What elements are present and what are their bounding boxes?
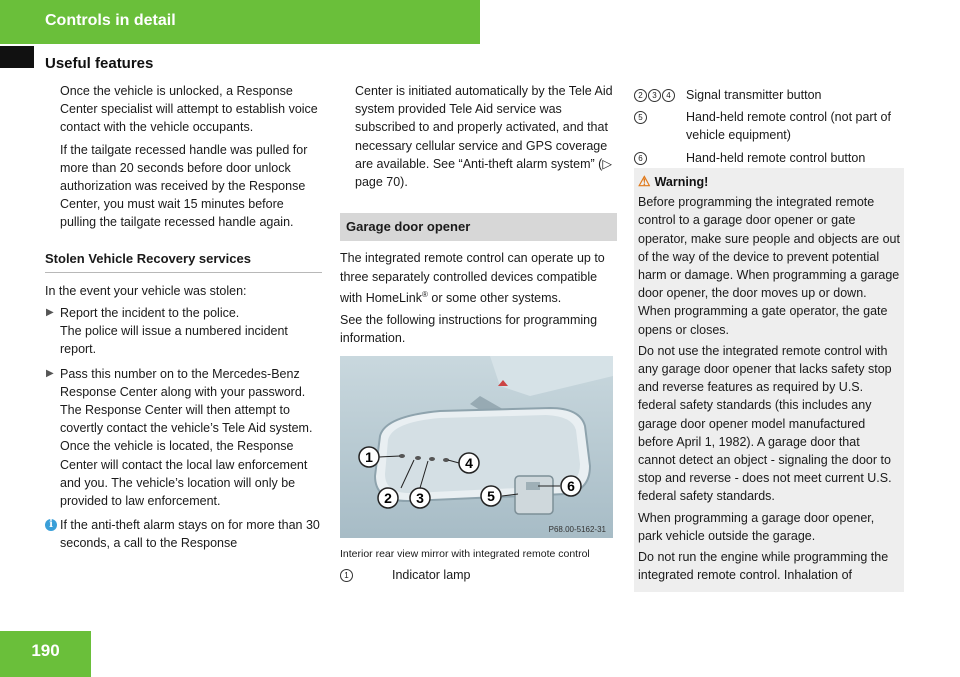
warning-paragraph: Do not use the integrated remote control with any garage door opener that lacks safety stop and reverse features as required by U.S. federal safety standards (this includes any garage door opener model manufactured before April 1, 1982). A garage door that cannot detect an object - signaling the door to stop and reverse - does not meet current U.S. federal safety standards. (638, 343, 892, 504)
bullet-arrow-icon: ▶ (46, 307, 54, 319)
number-circle: 2 (634, 89, 647, 102)
paragraph: See the following instructions for programming information. (340, 313, 598, 346)
figure-label-5: 5 (487, 487, 495, 504)
legend-item: 1 Indicator lamp (340, 566, 617, 584)
section-heading: Stolen Vehicle Recovery services (45, 250, 322, 273)
figure-label-4: 4 (465, 454, 473, 471)
number-circle: 3 (648, 89, 661, 102)
section-title: Controls in detail (45, 12, 176, 29)
paragraph: In the event your vehicle was stolen: (45, 283, 247, 298)
number-circle: 1 (340, 569, 353, 582)
figure-code: P68.00-5162-31 (548, 524, 606, 534)
info-icon: i (45, 519, 57, 531)
number-circle: 5 (634, 111, 647, 124)
warning-paragraph: Do not run the engine while programming the integrated remote control. Inhalation of (638, 550, 889, 583)
column-left (45, 82, 322, 553)
transmitter-button-2 (415, 456, 421, 460)
info-note: i If the anti-theft alarm stays on for more than 30 seconds, a call to the Response (45, 516, 322, 552)
page-number: 190 (31, 641, 60, 660)
warning-box (634, 168, 904, 592)
paragraph: The integrated remote control can operate up to three separately controlled devices compatible with HomeLink® or some other systems. (340, 251, 605, 305)
warning-title: ⚠ Warning! (638, 173, 709, 189)
legend-item: 5 Hand-held remote control (not part of vehicle equipment) (634, 108, 904, 144)
bullet-item: ▶ Pass this number on to the Mercedes-Benz Response Center along with your password. (46, 366, 306, 399)
column-middle (340, 82, 617, 588)
transmitter-button-3 (429, 457, 435, 461)
mirror-figure (340, 356, 613, 538)
number-circle: 6 (634, 152, 647, 165)
bullet-subtext: The police will issue a numbered incident report. (60, 324, 288, 357)
column-right (634, 86, 904, 171)
paragraph: If the tailgate recessed handle was pulled for more than 20 seconds before door unlock authorization was received by the Response Center, you must wait 15 minutes before pulling the tailgate recessed handle again. (60, 142, 308, 230)
number-circle: 4 (662, 89, 675, 102)
section-heading-box: Garage door opener (340, 213, 617, 241)
warning-triangle-icon: ⚠ (638, 173, 651, 189)
section-tab-marker (0, 46, 34, 68)
legend-item: 2 3 4 Signal transmitter button (634, 86, 904, 104)
bullet-subtext: The Response Center will then attempt to covertly contact the vehicle’s Tele Aid system. Once the vehicle is located, the Response Center will contact the local law enforcement and you. The vehicle’s location will only be provided to law enforcement. (60, 403, 313, 509)
legend-item: 6 Hand-held remote control button (634, 149, 904, 167)
warning-paragraph: Before programming the integrated remote control to a garage door opener or gate operator, make sure people and objects are out of the way of the device to prevent potential harm or damage. When programming a garage door opener, the door moves up or down. When programming a gate operator, the gate opens or closes. (638, 195, 900, 337)
warning-paragraph: When programming a garage door opener, park vehicle outside the garage. (638, 510, 875, 543)
bullet-arrow-icon: ▶ (46, 367, 54, 379)
paragraph: Once the vehicle is unlocked, a Response Center specialist will attempt to establish voice contact with the vehicle occupants. (60, 84, 318, 135)
handheld-remote (515, 476, 553, 514)
figure-label-3: 3 (416, 489, 424, 506)
subsection-title: Useful features (45, 55, 154, 72)
figure-label-1: 1 (365, 448, 373, 465)
figure-label-6: 6 (567, 477, 575, 494)
mirror-illustration (340, 356, 613, 538)
figure-label-2: 2 (384, 489, 392, 506)
paragraph: Center is initiated automatically by the Tele Aid system provided Tele Aid service was subscribed to and properly activated, and that necessary cellular service and GPS coverage are available. See “Anti-theft alarm system” (▷ page 70). (355, 84, 613, 190)
bullet-item: ▶ Report the incident to the police. (45, 304, 322, 322)
figure-caption: Interior rear view mirror with integrated remote control (340, 547, 590, 560)
remote-button (526, 482, 540, 490)
